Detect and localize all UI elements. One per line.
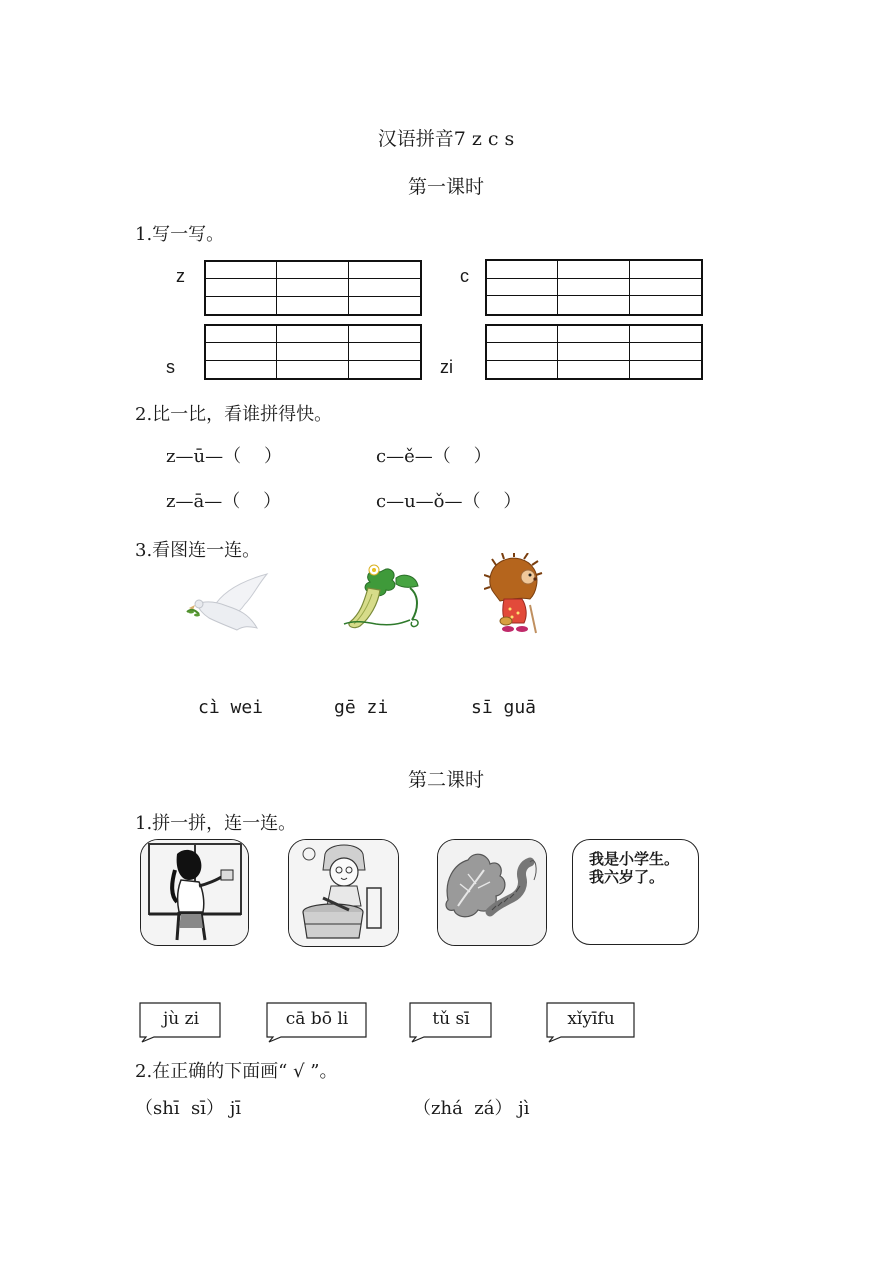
spell-item-1: z—ū—（ ） xyxy=(166,446,282,467)
label-c: c xyxy=(460,266,469,286)
dove-image[interactable] xyxy=(183,570,273,640)
choice-zha-za-ji[interactable]: （zhá zá） jì xyxy=(413,1098,530,1119)
question-3-title: 3.看图连一连。 xyxy=(135,540,261,561)
bubble-ca-bo-li-label: cā bō li xyxy=(285,1009,349,1029)
spell-item-4: c—u—ǒ—（ ） xyxy=(376,491,522,512)
spell-item-2: c—ě—（ ） xyxy=(376,446,492,467)
wiping-glass-image xyxy=(141,840,248,945)
page-title: 汉语拼音7 z c s xyxy=(377,128,515,150)
bubble-tu-si[interactable] xyxy=(408,1001,494,1043)
label-s: s xyxy=(166,357,175,377)
lesson-two-heading: 第二课时 xyxy=(407,769,484,791)
writing-grid-zi[interactable] xyxy=(485,324,703,380)
writing-grid-z[interactable] xyxy=(204,260,422,316)
card-washing-clothes[interactable] xyxy=(288,839,399,947)
bubble-xi-yi-fu-label: xǐyīfu xyxy=(567,1009,615,1029)
writing-grid-c[interactable] xyxy=(485,259,703,316)
question-2-1-title: 1.拼一拼，连一连。 xyxy=(135,813,297,834)
bubble-ca-bo-li[interactable] xyxy=(265,1001,369,1043)
bubble-ju-zi-label: jù zi xyxy=(162,1009,200,1029)
spell-item-3: z—ā—（ ） xyxy=(166,491,282,512)
word-ge-zi[interactable]: gē zi xyxy=(334,697,389,718)
card-wiping-glass[interactable] xyxy=(140,839,249,946)
label-z: z xyxy=(176,266,185,286)
lesson-one-heading: 第一课时 xyxy=(407,176,484,198)
silkworm-image xyxy=(438,840,546,945)
choice-shi-si-ji[interactable]: （shī sī） jī xyxy=(135,1098,242,1119)
question-1-title: 1.写一写。 xyxy=(135,224,225,245)
bubble-tu-si-label: tǔ sī xyxy=(432,1009,470,1029)
card-sentence-text: 我是小学生。 我六岁了。 xyxy=(589,850,680,886)
bubble-ju-zi[interactable] xyxy=(138,1001,224,1043)
hedgehog-image[interactable] xyxy=(484,553,544,637)
question-2-title: 2.比一比，看谁拼得快。 xyxy=(135,404,333,425)
card-sentence[interactable] xyxy=(572,839,699,945)
word-ci-wei[interactable]: cì wei xyxy=(198,697,264,718)
label-zi: zi xyxy=(440,357,453,377)
card-silkworm[interactable] xyxy=(437,839,547,946)
loofah-image[interactable] xyxy=(340,558,424,632)
question-2-2-title: 2.在正确的下面画“ √ ”。 xyxy=(135,1061,338,1082)
washing-clothes-image xyxy=(289,840,398,946)
word-si-gua[interactable]: sī guā xyxy=(471,697,537,718)
writing-grid-s[interactable] xyxy=(204,324,422,380)
bubble-xi-yi-fu[interactable] xyxy=(545,1001,637,1043)
